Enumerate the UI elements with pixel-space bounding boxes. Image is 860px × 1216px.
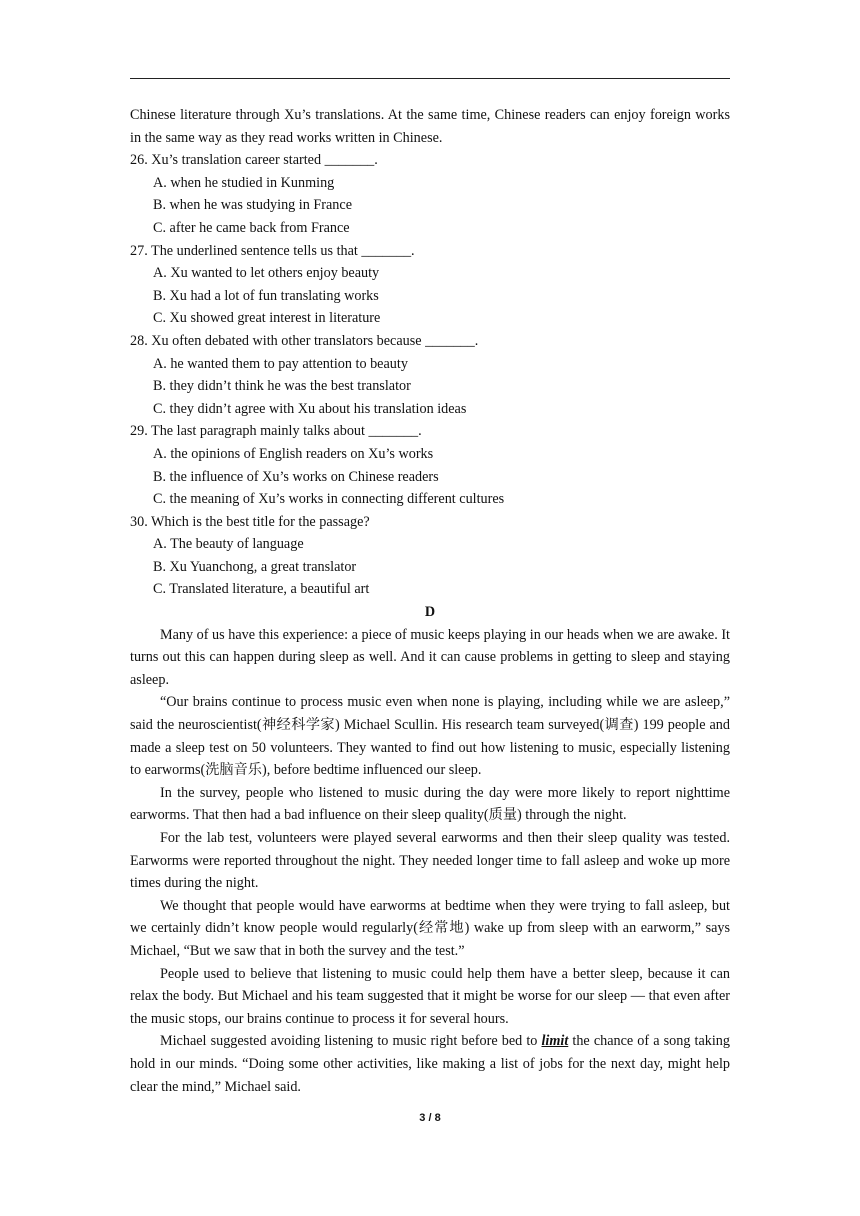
option-b: B. Xu Yuanchong, a great translator [153, 558, 357, 575]
option-b: B. Xu had a lot of fun translating works [153, 287, 379, 304]
section-heading: D [424, 604, 436, 621]
option-b: B. the influence of Xu’s works on Chinese readers [153, 468, 439, 485]
question-stem: 26. Xu’s translation career started _______. [130, 152, 378, 169]
option-a: A. he wanted them to pay attention to beauty [153, 355, 408, 372]
passage-paragraph: “Our brains continue to process music even when none is playing, including while we are asleep,” said the neuroscientist(神经科学家) Michael Scullin. His research team surveyed(调查) 199 people and made a sleep test on 50 volunteers. They wanted to find out how listening to music, especially listening to earworms(洗脑音乐), before bedtime influenced our sleep. [130, 694, 730, 779]
passage-paragraph: Many of us have this experience: a piece of music keeps playing in our heads when we are awake. It turns out this can happen during sleep as well. And it can cause problems in getting to sleep and staying asleep. [130, 626, 730, 688]
question-stem: 27. The underlined sentence tells us that _______. [130, 242, 415, 259]
option-c: C. they didn’t agree with Xu about his translation ideas [153, 400, 467, 417]
option-c: C. Translated literature, a beautiful art [153, 581, 370, 598]
option-a: A. the opinions of English readers on Xu’s works [153, 445, 434, 462]
question-26 [130, 149, 730, 239]
underlined-keyword: limit [541, 1033, 569, 1050]
question-29 [130, 420, 730, 510]
page-content [130, 104, 730, 1098]
question-30 [130, 511, 730, 601]
question-27 [130, 240, 730, 330]
option-a: A. when he studied in Kunming [153, 174, 335, 191]
passage-paragraph: For the lab test, volunteers were played several earworms and then their sleep quality was tested. Earworms were reported throughout the night. They needed longer time to fall asleep and woke up more times during the night. [130, 830, 730, 892]
option-a: A. Xu wanted to let others enjoy beauty [153, 265, 380, 282]
page-number: 3 / 8 [419, 1112, 441, 1124]
header-rule [130, 78, 730, 79]
intro-paragraph: Chinese literature through Xu’s translations. At the same time, Chinese readers can enjoy foreign works in the same way as they read works written in Chinese. [130, 107, 730, 146]
question-28 [130, 330, 730, 420]
passage-paragraph: People used to believe that listening to music could help them have a better sleep, because it can relax the body. But Michael and his team suggested that it might be worse for our sleep — that even after the music stops, our brains continue to process it for several hours. [130, 965, 730, 1027]
text-before: Michael suggested avoiding listening to music right before bed to [160, 1033, 542, 1050]
option-a: A. The beauty of language [153, 536, 304, 553]
question-stem: 29. The last paragraph mainly talks about _______. [130, 423, 422, 440]
option-c: C. the meaning of Xu’s works in connecting different cultures [153, 491, 505, 508]
passage-paragraph-last [130, 1030, 730, 1098]
passage-paragraph: We thought that people would have earworms at bedtime when they were trying to fall asleep, but we certainly didn’t know people would regularly(经常地) wake up from sleep with an earworm,” says Michael, “But we saw that in both the survey and the test.” [130, 897, 730, 959]
text-after: the chance of a song taking hold in our minds. “Doing some other activities, like making a list of jobs for the next day, might help clear the mind,” Michael said. [130, 1033, 730, 1095]
option-c: C. after he came back from France [153, 219, 350, 236]
option-b: B. when he was studying in France [153, 197, 352, 214]
option-c: C. Xu showed great interest in literature [153, 310, 381, 327]
option-b: B. they didn’t think he was the best translator [153, 378, 411, 395]
question-stem: 28. Xu often debated with other translators because _______. [130, 332, 479, 349]
passage-paragraph: In the survey, people who listened to music during the day were more likely to report nighttime earworms. That then had a bad influence on their sleep quality(质量) through the night. [130, 784, 730, 824]
question-stem: 30. Which is the best title for the passage? [130, 513, 370, 530]
